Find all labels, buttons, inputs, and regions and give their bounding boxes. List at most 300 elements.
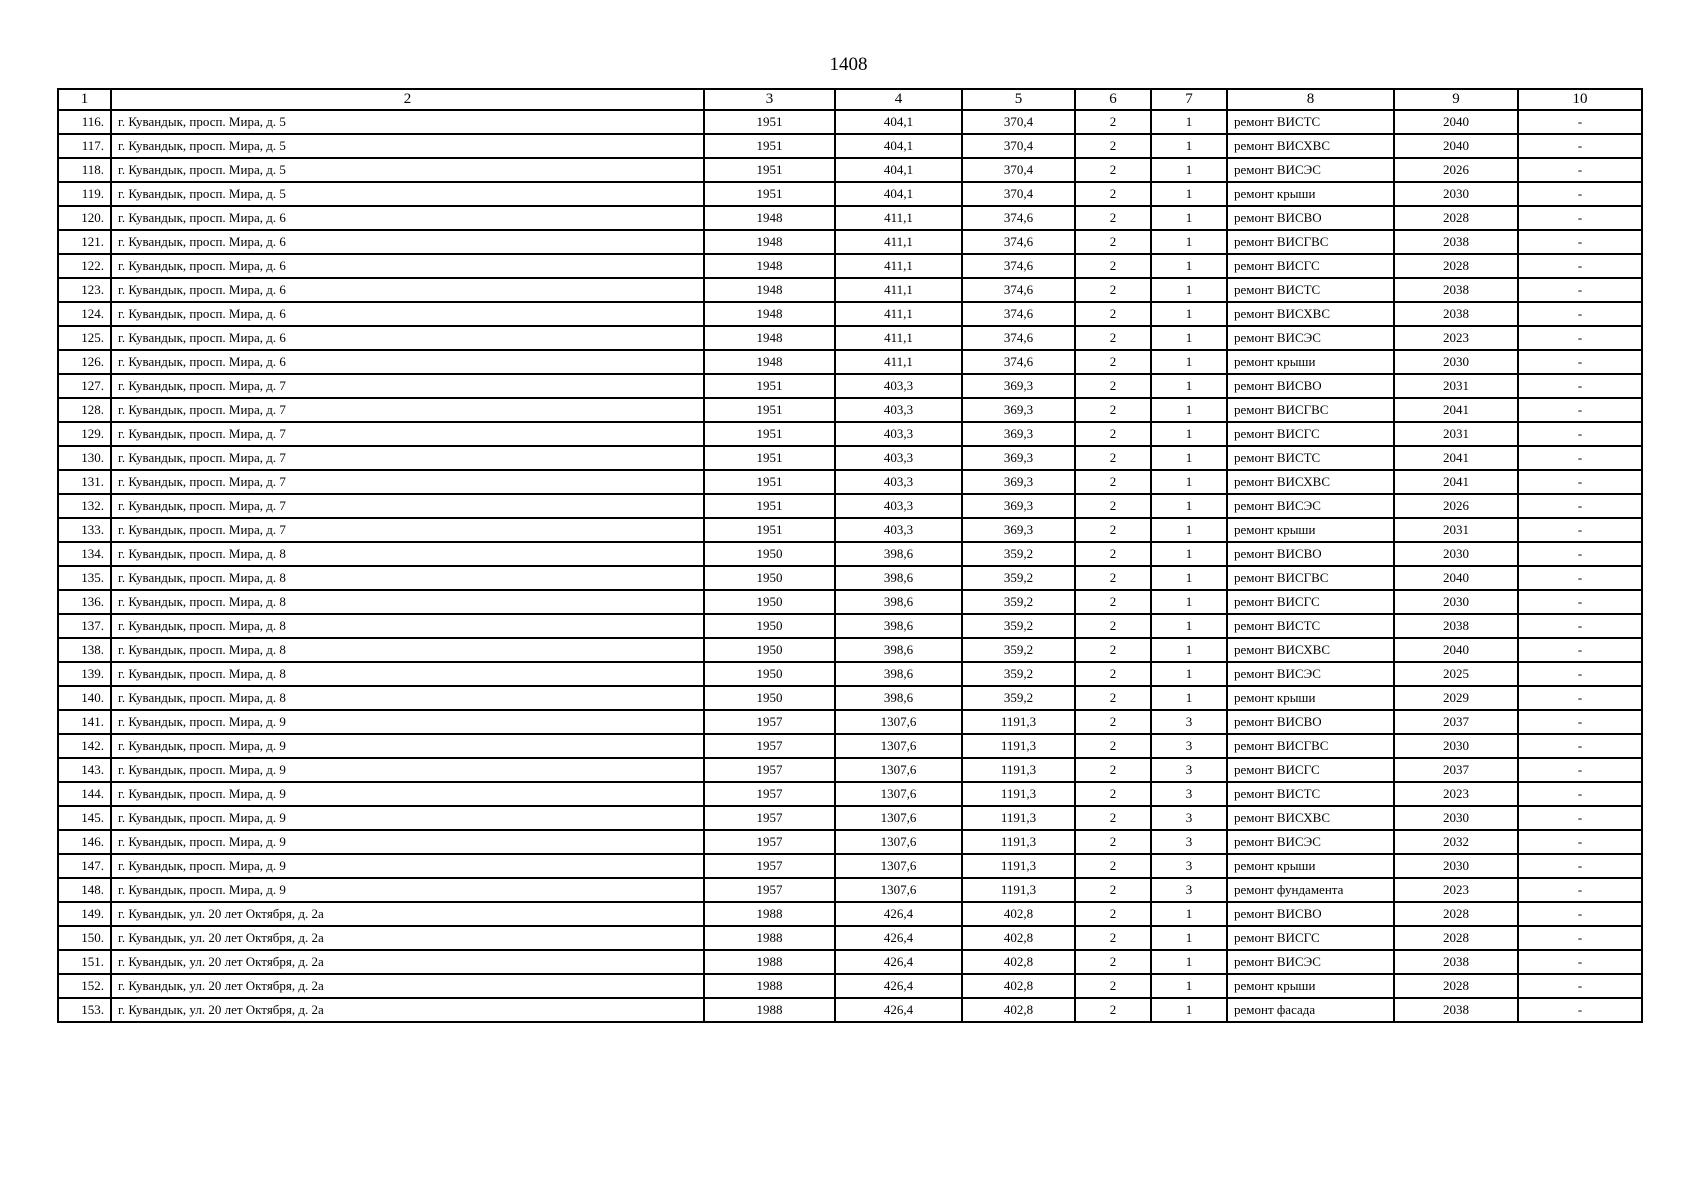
planned-year-cell: 2029 <box>1394 686 1518 710</box>
total-area-cell: 404,1 <box>835 110 962 134</box>
living-area-cell: 359,2 <box>962 614 1075 638</box>
address-cell: г. Кувандык, просп. Мира, д. 6 <box>111 254 704 278</box>
living-area-cell: 402,8 <box>962 950 1075 974</box>
entrances-cell: 1 <box>1151 926 1227 950</box>
total-area-cell: 404,1 <box>835 134 962 158</box>
living-area-cell: 1191,3 <box>962 734 1075 758</box>
note-cell: - <box>1518 470 1642 494</box>
planned-year-cell: 2030 <box>1394 542 1518 566</box>
entrances-cell: 1 <box>1151 974 1227 998</box>
entrances-cell: 1 <box>1151 998 1227 1022</box>
row-number-cell: 147. <box>58 854 111 878</box>
total-area-cell: 1307,6 <box>835 734 962 758</box>
row-number-cell: 131. <box>58 470 111 494</box>
total-area-cell: 1307,6 <box>835 758 962 782</box>
living-area-cell: 374,6 <box>962 302 1075 326</box>
entrances-cell: 1 <box>1151 158 1227 182</box>
work-type-cell: ремонт ВИСГС <box>1227 590 1394 614</box>
total-area-cell: 1307,6 <box>835 710 962 734</box>
address-cell: г. Кувандык, ул. 20 лет Октября, д. 2а <box>111 902 704 926</box>
note-cell: - <box>1518 374 1642 398</box>
row-number-cell: 124. <box>58 302 111 326</box>
total-area-cell: 1307,6 <box>835 878 962 902</box>
planned-year-cell: 2030 <box>1394 734 1518 758</box>
entrances-cell: 1 <box>1151 374 1227 398</box>
living-area-cell: 369,3 <box>962 446 1075 470</box>
floors-cell: 2 <box>1075 926 1151 950</box>
work-type-cell: ремонт ВИСЭС <box>1227 662 1394 686</box>
row-number-cell: 139. <box>58 662 111 686</box>
entrances-cell: 1 <box>1151 422 1227 446</box>
entrances-cell: 3 <box>1151 854 1227 878</box>
note-cell: - <box>1518 542 1642 566</box>
work-type-cell: ремонт фундамента <box>1227 878 1394 902</box>
floors-cell: 2 <box>1075 662 1151 686</box>
year-built-cell: 1950 <box>704 542 835 566</box>
note-cell: - <box>1518 350 1642 374</box>
planned-year-cell: 2028 <box>1394 974 1518 998</box>
row-number-cell: 120. <box>58 206 111 230</box>
address-cell: г. Кувандык, просп. Мира, д. 7 <box>111 494 704 518</box>
table-row <box>58 518 1642 542</box>
planned-year-cell: 2040 <box>1394 638 1518 662</box>
column-header: 10 <box>1518 89 1642 110</box>
floors-cell: 2 <box>1075 470 1151 494</box>
row-number-cell: 116. <box>58 110 111 134</box>
year-built-cell: 1950 <box>704 662 835 686</box>
planned-year-cell: 2023 <box>1394 782 1518 806</box>
table-row <box>58 494 1642 518</box>
floors-cell: 2 <box>1075 686 1151 710</box>
note-cell: - <box>1518 158 1642 182</box>
living-area-cell: 1191,3 <box>962 806 1075 830</box>
year-built-cell: 1951 <box>704 470 835 494</box>
planned-year-cell: 2028 <box>1394 926 1518 950</box>
living-area-cell: 402,8 <box>962 998 1075 1022</box>
address-cell: г. Кувандык, просп. Мира, д. 5 <box>111 158 704 182</box>
work-type-cell: ремонт крыши <box>1227 182 1394 206</box>
living-area-cell: 1191,3 <box>962 854 1075 878</box>
note-cell: - <box>1518 302 1642 326</box>
total-area-cell: 403,3 <box>835 446 962 470</box>
living-area-cell: 374,6 <box>962 278 1075 302</box>
table-row <box>58 950 1642 974</box>
living-area-cell: 369,3 <box>962 470 1075 494</box>
note-cell: - <box>1518 422 1642 446</box>
entrances-cell: 3 <box>1151 710 1227 734</box>
note-cell: - <box>1518 710 1642 734</box>
work-type-cell: ремонт ВИСЭС <box>1227 326 1394 350</box>
planned-year-cell: 2026 <box>1394 158 1518 182</box>
year-built-cell: 1951 <box>704 110 835 134</box>
column-header: 1 <box>58 89 111 110</box>
planned-year-cell: 2041 <box>1394 446 1518 470</box>
year-built-cell: 1948 <box>704 326 835 350</box>
living-area-cell: 359,2 <box>962 590 1075 614</box>
note-cell: - <box>1518 854 1642 878</box>
planned-year-cell: 2040 <box>1394 134 1518 158</box>
planned-year-cell: 2041 <box>1394 398 1518 422</box>
year-built-cell: 1957 <box>704 830 835 854</box>
year-built-cell: 1948 <box>704 350 835 374</box>
living-area-cell: 402,8 <box>962 902 1075 926</box>
note-cell: - <box>1518 326 1642 350</box>
entrances-cell: 1 <box>1151 470 1227 494</box>
note-cell: - <box>1518 662 1642 686</box>
column-header: 2 <box>111 89 704 110</box>
year-built-cell: 1988 <box>704 974 835 998</box>
floors-cell: 2 <box>1075 134 1151 158</box>
planned-year-cell: 2025 <box>1394 662 1518 686</box>
table-row <box>58 878 1642 902</box>
table-row <box>58 638 1642 662</box>
entrances-cell: 1 <box>1151 566 1227 590</box>
table-row <box>58 350 1642 374</box>
address-cell: г. Кувандык, просп. Мира, д. 9 <box>111 710 704 734</box>
row-number-cell: 142. <box>58 734 111 758</box>
living-area-cell: 1191,3 <box>962 710 1075 734</box>
year-built-cell: 1948 <box>704 230 835 254</box>
work-type-cell: ремонт ВИСВО <box>1227 374 1394 398</box>
year-built-cell: 1957 <box>704 734 835 758</box>
row-number-cell: 143. <box>58 758 111 782</box>
planned-year-cell: 2038 <box>1394 302 1518 326</box>
planned-year-cell: 2037 <box>1394 710 1518 734</box>
planned-year-cell: 2038 <box>1394 230 1518 254</box>
work-type-cell: ремонт ВИСВО <box>1227 710 1394 734</box>
work-type-cell: ремонт ВИСВО <box>1227 902 1394 926</box>
table-row <box>58 998 1642 1022</box>
living-area-cell: 359,2 <box>962 638 1075 662</box>
row-number-cell: 126. <box>58 350 111 374</box>
floors-cell: 2 <box>1075 638 1151 662</box>
work-type-cell: ремонт ВИСЭС <box>1227 158 1394 182</box>
address-cell: г. Кувандык, просп. Мира, д. 7 <box>111 518 704 542</box>
entrances-cell: 1 <box>1151 134 1227 158</box>
note-cell: - <box>1518 974 1642 998</box>
table-row <box>58 566 1642 590</box>
year-built-cell: 1957 <box>704 758 835 782</box>
table-row <box>58 974 1642 998</box>
address-cell: г. Кувандык, просп. Мира, д. 5 <box>111 134 704 158</box>
table-row <box>58 854 1642 878</box>
work-type-cell: ремонт ВИСГВС <box>1227 566 1394 590</box>
living-area-cell: 374,6 <box>962 206 1075 230</box>
address-cell: г. Кувандык, просп. Мира, д. 7 <box>111 398 704 422</box>
total-area-cell: 398,6 <box>835 638 962 662</box>
table-row <box>58 326 1642 350</box>
year-built-cell: 1950 <box>704 614 835 638</box>
row-number-cell: 136. <box>58 590 111 614</box>
floors-cell: 2 <box>1075 734 1151 758</box>
address-cell: г. Кувандык, просп. Мира, д. 7 <box>111 470 704 494</box>
column-header: 4 <box>835 89 962 110</box>
living-area-cell: 369,3 <box>962 494 1075 518</box>
note-cell: - <box>1518 230 1642 254</box>
table-row <box>58 182 1642 206</box>
year-built-cell: 1988 <box>704 902 835 926</box>
table-row <box>58 374 1642 398</box>
address-cell: г. Кувандык, просп. Мира, д. 8 <box>111 614 704 638</box>
total-area-cell: 398,6 <box>835 686 962 710</box>
planned-year-cell: 2032 <box>1394 830 1518 854</box>
floors-cell: 2 <box>1075 806 1151 830</box>
row-number-cell: 118. <box>58 158 111 182</box>
planned-year-cell: 2030 <box>1394 854 1518 878</box>
row-number-cell: 149. <box>58 902 111 926</box>
note-cell: - <box>1518 110 1642 134</box>
planned-year-cell: 2031 <box>1394 422 1518 446</box>
floors-cell: 2 <box>1075 830 1151 854</box>
entrances-cell: 1 <box>1151 326 1227 350</box>
living-area-cell: 370,4 <box>962 182 1075 206</box>
work-type-cell: ремонт ВИСГВС <box>1227 230 1394 254</box>
note-cell: - <box>1518 758 1642 782</box>
work-type-cell: ремонт ВИСХВС <box>1227 302 1394 326</box>
entrances-cell: 1 <box>1151 302 1227 326</box>
living-area-cell: 370,4 <box>962 158 1075 182</box>
floors-cell: 2 <box>1075 902 1151 926</box>
column-header: 7 <box>1151 89 1227 110</box>
header-row <box>58 89 1642 110</box>
living-area-cell: 359,2 <box>962 566 1075 590</box>
table-row <box>58 230 1642 254</box>
total-area-cell: 403,3 <box>835 422 962 446</box>
address-cell: г. Кувандык, ул. 20 лет Октября, д. 2а <box>111 950 704 974</box>
table-body <box>58 110 1642 1022</box>
work-type-cell: ремонт ВИСГВС <box>1227 734 1394 758</box>
work-type-cell: ремонт крыши <box>1227 854 1394 878</box>
year-built-cell: 1951 <box>704 374 835 398</box>
table-row <box>58 662 1642 686</box>
planned-year-cell: 2037 <box>1394 758 1518 782</box>
work-type-cell: ремонт крыши <box>1227 518 1394 542</box>
living-area-cell: 369,3 <box>962 398 1075 422</box>
total-area-cell: 398,6 <box>835 662 962 686</box>
work-type-cell: ремонт крыши <box>1227 974 1394 998</box>
total-area-cell: 403,3 <box>835 518 962 542</box>
row-number-cell: 129. <box>58 422 111 446</box>
planned-year-cell: 2038 <box>1394 998 1518 1022</box>
address-cell: г. Кувандык, просп. Мира, д. 8 <box>111 638 704 662</box>
column-header: 6 <box>1075 89 1151 110</box>
floors-cell: 2 <box>1075 998 1151 1022</box>
table-row <box>58 134 1642 158</box>
entrances-cell: 1 <box>1151 614 1227 638</box>
work-type-cell: ремонт ВИСВО <box>1227 542 1394 566</box>
address-cell: г. Кувандык, просп. Мира, д. 7 <box>111 374 704 398</box>
living-area-cell: 374,6 <box>962 326 1075 350</box>
planned-year-cell: 2038 <box>1394 614 1518 638</box>
note-cell: - <box>1518 494 1642 518</box>
row-number-cell: 145. <box>58 806 111 830</box>
total-area-cell: 403,3 <box>835 494 962 518</box>
note-cell: - <box>1518 686 1642 710</box>
floors-cell: 2 <box>1075 254 1151 278</box>
note-cell: - <box>1518 878 1642 902</box>
work-type-cell: ремонт ВИСТС <box>1227 110 1394 134</box>
note-cell: - <box>1518 614 1642 638</box>
note-cell: - <box>1518 446 1642 470</box>
work-type-cell: ремонт ВИСТС <box>1227 782 1394 806</box>
page-number: 1408 <box>829 54 868 75</box>
note-cell: - <box>1518 278 1642 302</box>
total-area-cell: 1307,6 <box>835 830 962 854</box>
note-cell: - <box>1518 566 1642 590</box>
year-built-cell: 1948 <box>704 254 835 278</box>
total-area-cell: 411,1 <box>835 278 962 302</box>
address-cell: г. Кувандык, ул. 20 лет Октября, д. 2а <box>111 998 704 1022</box>
table-row <box>58 926 1642 950</box>
living-area-cell: 359,2 <box>962 662 1075 686</box>
floors-cell: 2 <box>1075 758 1151 782</box>
address-cell: г. Кувандык, просп. Мира, д. 7 <box>111 446 704 470</box>
entrances-cell: 3 <box>1151 830 1227 854</box>
row-number-cell: 134. <box>58 542 111 566</box>
table-row <box>58 422 1642 446</box>
living-area-cell: 374,6 <box>962 350 1075 374</box>
living-area-cell: 402,8 <box>962 974 1075 998</box>
table-row <box>58 110 1642 134</box>
total-area-cell: 426,4 <box>835 926 962 950</box>
row-number-cell: 141. <box>58 710 111 734</box>
total-area-cell: 1307,6 <box>835 806 962 830</box>
table-row <box>58 830 1642 854</box>
entrances-cell: 1 <box>1151 254 1227 278</box>
address-cell: г. Кувандык, просп. Мира, д. 9 <box>111 806 704 830</box>
data-table <box>57 88 1643 1023</box>
living-area-cell: 369,3 <box>962 422 1075 446</box>
planned-year-cell: 2031 <box>1394 374 1518 398</box>
row-number-cell: 122. <box>58 254 111 278</box>
table-row <box>58 902 1642 926</box>
table-row <box>58 806 1642 830</box>
address-cell: г. Кувандык, просп. Мира, д. 9 <box>111 878 704 902</box>
floors-cell: 2 <box>1075 878 1151 902</box>
planned-year-cell: 2038 <box>1394 278 1518 302</box>
entrances-cell: 1 <box>1151 230 1227 254</box>
planned-year-cell: 2028 <box>1394 254 1518 278</box>
total-area-cell: 411,1 <box>835 326 962 350</box>
total-area-cell: 403,3 <box>835 398 962 422</box>
living-area-cell: 370,4 <box>962 134 1075 158</box>
row-number-cell: 123. <box>58 278 111 302</box>
note-cell: - <box>1518 638 1642 662</box>
floors-cell: 2 <box>1075 974 1151 998</box>
floors-cell: 2 <box>1075 422 1151 446</box>
address-cell: г. Кувандык, ул. 20 лет Октября, д. 2а <box>111 974 704 998</box>
row-number-cell: 127. <box>58 374 111 398</box>
table-row <box>58 206 1642 230</box>
total-area-cell: 426,4 <box>835 974 962 998</box>
planned-year-cell: 2028 <box>1394 902 1518 926</box>
column-header: 5 <box>962 89 1075 110</box>
year-built-cell: 1957 <box>704 710 835 734</box>
entrances-cell: 1 <box>1151 590 1227 614</box>
row-number-cell: 130. <box>58 446 111 470</box>
entrances-cell: 1 <box>1151 902 1227 926</box>
year-built-cell: 1950 <box>704 590 835 614</box>
row-number-cell: 137. <box>58 614 111 638</box>
address-cell: г. Кувандык, просп. Мира, д. 9 <box>111 758 704 782</box>
total-area-cell: 426,4 <box>835 902 962 926</box>
total-area-cell: 398,6 <box>835 590 962 614</box>
entrances-cell: 1 <box>1151 182 1227 206</box>
planned-year-cell: 2040 <box>1394 110 1518 134</box>
entrances-cell: 3 <box>1151 878 1227 902</box>
entrances-cell: 1 <box>1151 686 1227 710</box>
table-row <box>58 614 1642 638</box>
year-built-cell: 1957 <box>704 878 835 902</box>
column-header: 8 <box>1227 89 1394 110</box>
total-area-cell: 404,1 <box>835 182 962 206</box>
floors-cell: 2 <box>1075 614 1151 638</box>
planned-year-cell: 2030 <box>1394 182 1518 206</box>
row-number-cell: 128. <box>58 398 111 422</box>
address-cell: г. Кувандык, просп. Мира, д. 6 <box>111 350 704 374</box>
note-cell: - <box>1518 950 1642 974</box>
table-row <box>58 782 1642 806</box>
living-area-cell: 1191,3 <box>962 758 1075 782</box>
entrances-cell: 1 <box>1151 350 1227 374</box>
work-type-cell: ремонт ВИСЭС <box>1227 494 1394 518</box>
row-number-cell: 133. <box>58 518 111 542</box>
entrances-cell: 3 <box>1151 782 1227 806</box>
work-type-cell: ремонт ВИСЭС <box>1227 950 1394 974</box>
note-cell: - <box>1518 806 1642 830</box>
entrances-cell: 3 <box>1151 806 1227 830</box>
address-cell: г. Кувандык, просп. Мира, д. 6 <box>111 206 704 230</box>
table-row <box>58 158 1642 182</box>
work-type-cell: ремонт ВИСТС <box>1227 614 1394 638</box>
address-cell: г. Кувандык, просп. Мира, д. 8 <box>111 662 704 686</box>
floors-cell: 2 <box>1075 518 1151 542</box>
address-cell: г. Кувандык, просп. Мира, д. 9 <box>111 854 704 878</box>
total-area-cell: 426,4 <box>835 950 962 974</box>
entrances-cell: 1 <box>1151 494 1227 518</box>
total-area-cell: 404,1 <box>835 158 962 182</box>
note-cell: - <box>1518 782 1642 806</box>
row-number-cell: 148. <box>58 878 111 902</box>
note-cell: - <box>1518 902 1642 926</box>
floors-cell: 2 <box>1075 374 1151 398</box>
total-area-cell: 1307,6 <box>835 854 962 878</box>
total-area-cell: 411,1 <box>835 350 962 374</box>
row-number-cell: 152. <box>58 974 111 998</box>
floors-cell: 2 <box>1075 494 1151 518</box>
floors-cell: 2 <box>1075 566 1151 590</box>
entrances-cell: 1 <box>1151 206 1227 230</box>
row-number-cell: 117. <box>58 134 111 158</box>
total-area-cell: 403,3 <box>835 470 962 494</box>
living-area-cell: 1191,3 <box>962 830 1075 854</box>
floors-cell: 2 <box>1075 206 1151 230</box>
entrances-cell: 1 <box>1151 278 1227 302</box>
row-number-cell: 119. <box>58 182 111 206</box>
row-number-cell: 153. <box>58 998 111 1022</box>
address-cell: г. Кувандык, ул. 20 лет Октября, д. 2а <box>111 926 704 950</box>
year-built-cell: 1948 <box>704 278 835 302</box>
work-type-cell: ремонт ВИСХВС <box>1227 806 1394 830</box>
total-area-cell: 398,6 <box>835 614 962 638</box>
planned-year-cell: 2031 <box>1394 518 1518 542</box>
floors-cell: 2 <box>1075 950 1151 974</box>
total-area-cell: 411,1 <box>835 206 962 230</box>
year-built-cell: 1951 <box>704 398 835 422</box>
table-row <box>58 590 1642 614</box>
address-cell: г. Кувандык, просп. Мира, д. 9 <box>111 830 704 854</box>
column-header: 9 <box>1394 89 1518 110</box>
